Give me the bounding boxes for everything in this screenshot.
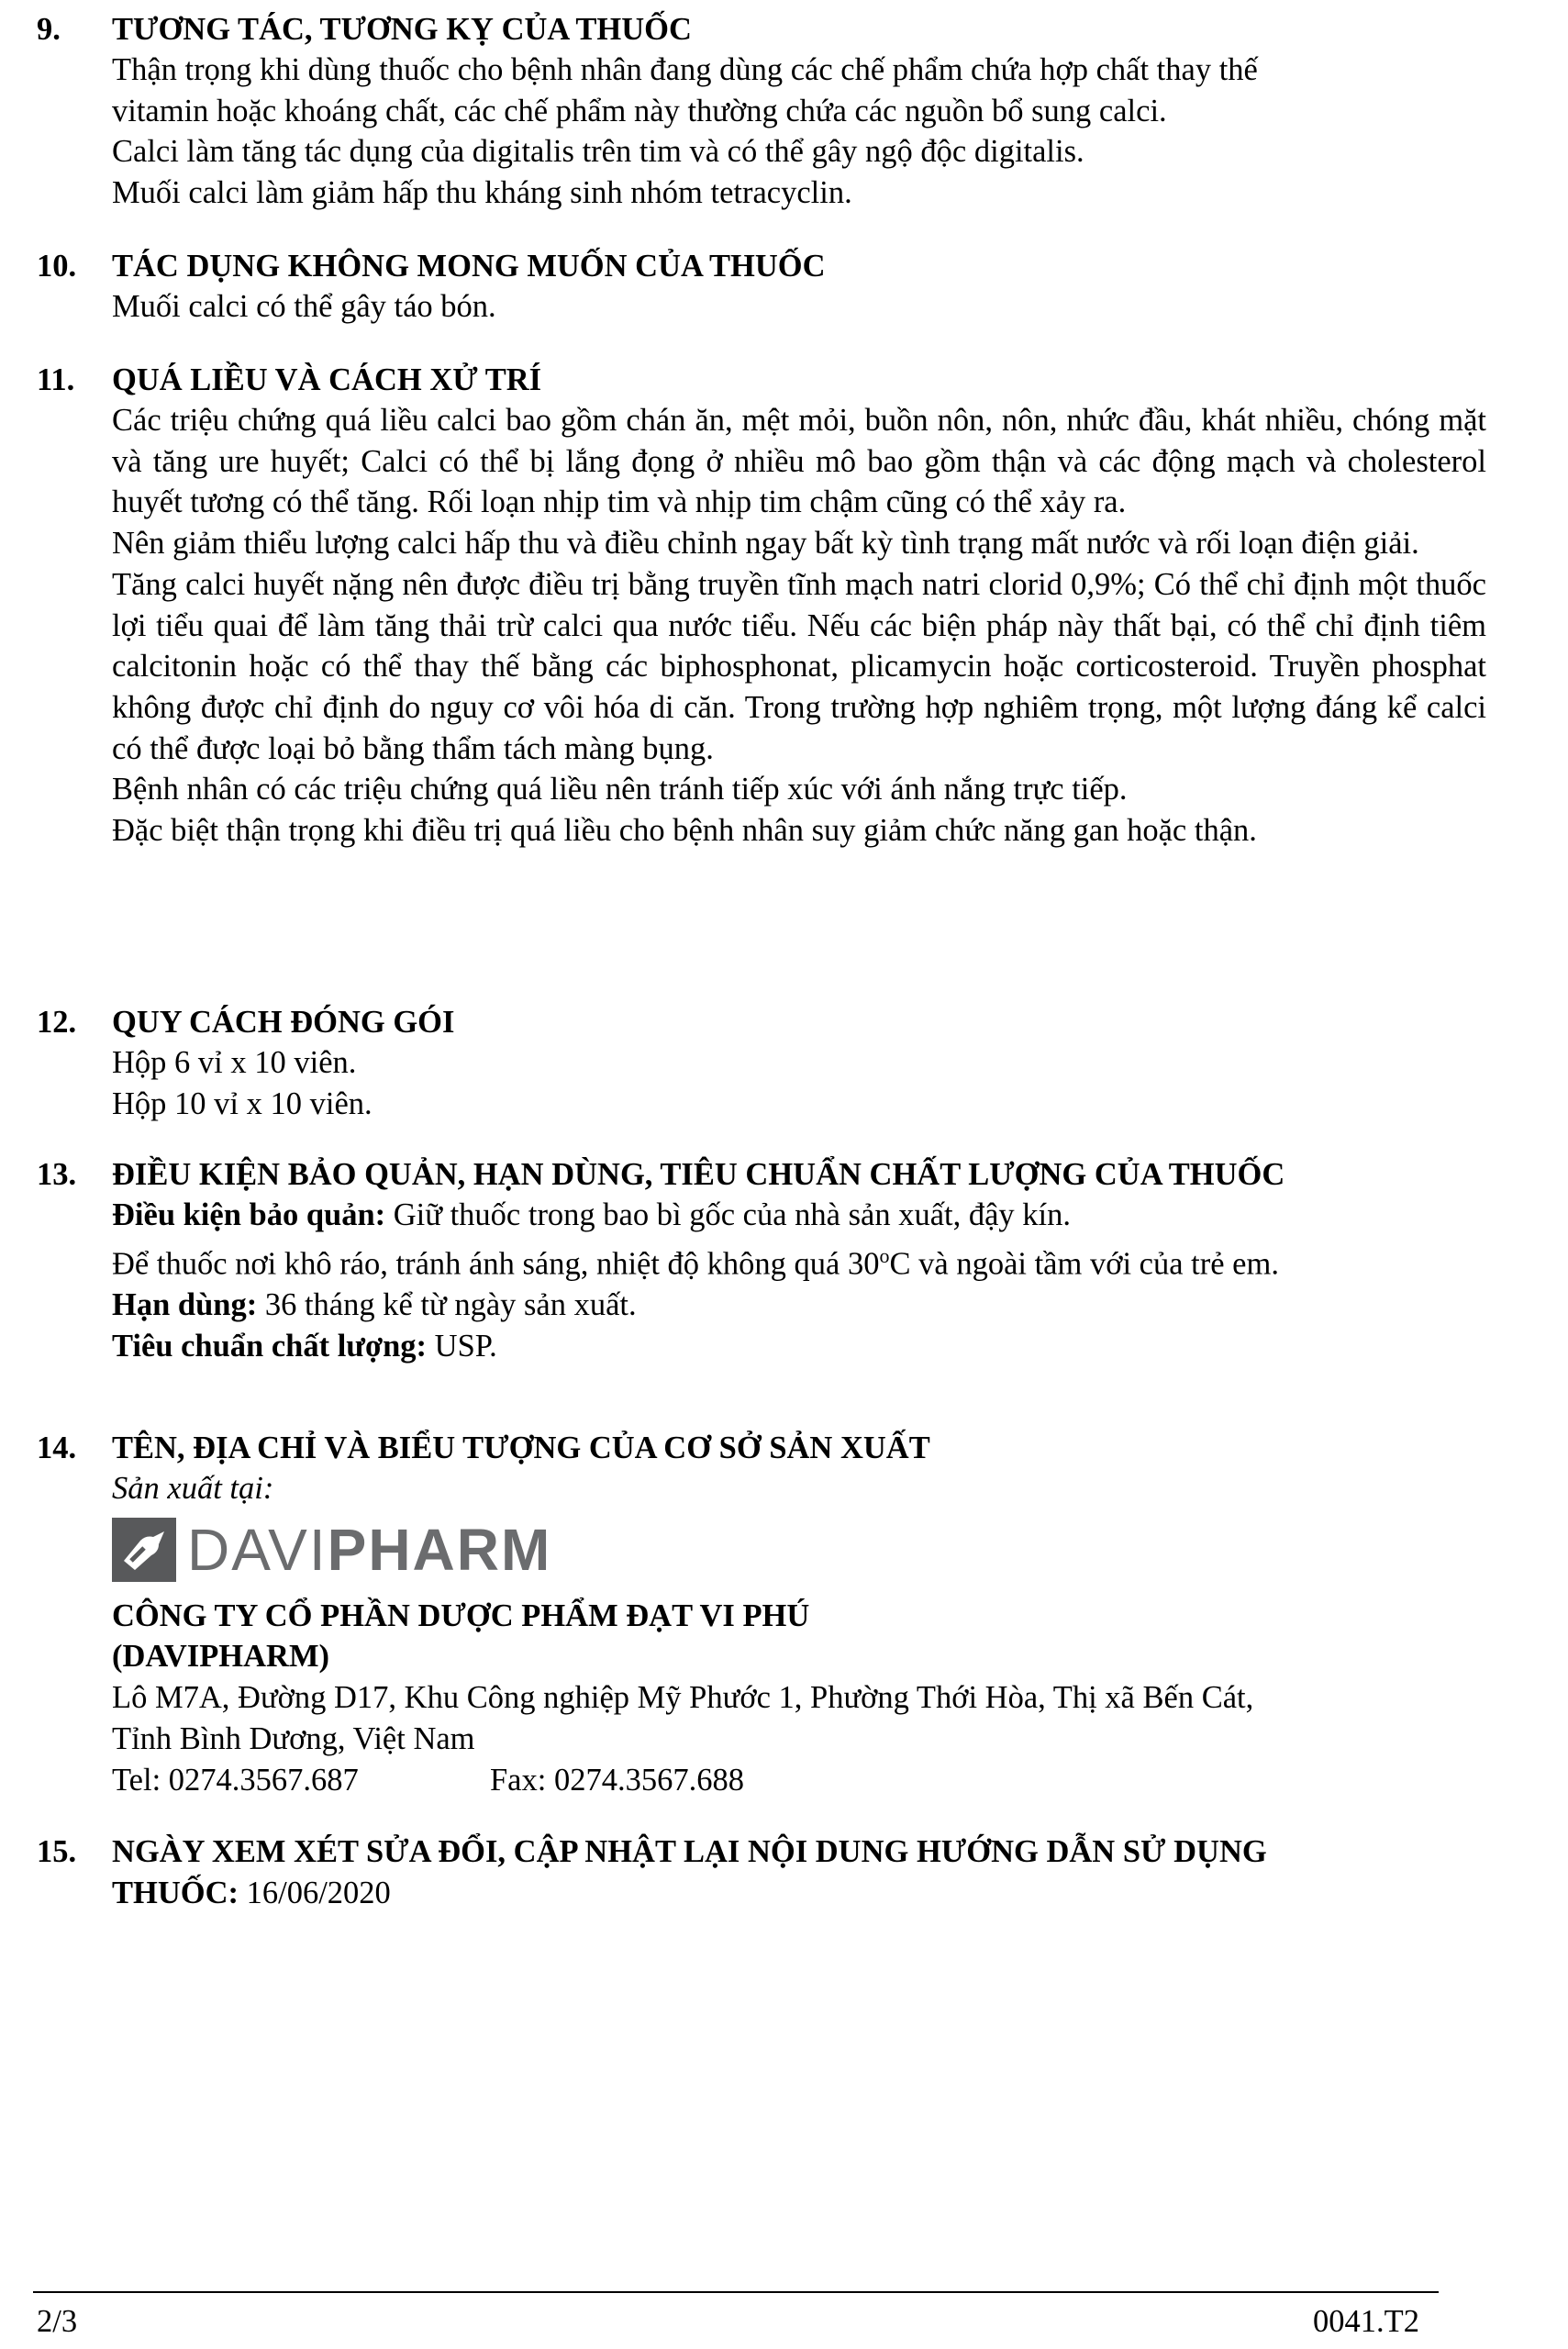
logo-text-davi: DAVI bbox=[187, 1516, 328, 1583]
contact-line bbox=[112, 1760, 1486, 1801]
section-14 bbox=[37, 1428, 1486, 1800]
made-at-label: Sản xuất tại: bbox=[112, 1471, 274, 1506]
storage-line bbox=[112, 1195, 1486, 1236]
section-number: 10. bbox=[37, 249, 77, 284]
expiry-text: 36 tháng kể từ ngày sản xuất. bbox=[257, 1286, 637, 1322]
text-line: Muối calci làm giảm hấp thu kháng sinh nhóm tetracyclin. bbox=[112, 175, 852, 211]
section-9 bbox=[37, 9, 1486, 214]
storage-line-2 bbox=[112, 1236, 1486, 1285]
quality-label: Tiêu chuẩn chất lượng: bbox=[112, 1328, 428, 1364]
page-number: 2/3 bbox=[37, 2304, 78, 2339]
section-heading: NGÀY XEM XÉT SỬA ĐỔI, CẬP NHẬT LẠI NỘI DUNG HƯỚNG DẪN SỬ DỤNG bbox=[112, 1834, 1267, 1869]
section-heading: QUÁ LIỀU VÀ CÁCH XỬ TRÍ bbox=[112, 362, 542, 397]
storage-label: Điều kiện bảo quản: bbox=[112, 1197, 386, 1232]
section-15 bbox=[37, 1831, 1486, 1913]
paragraph: Nên giảm thiểu lượng calci hấp thu và điều chỉnh ngay bất kỳ tình trạng mất nước và rối loạn điện giải. bbox=[112, 526, 1419, 562]
section-heading: TÁC DỤNG KHÔNG MONG MUỐN CỦA THUỐC bbox=[112, 249, 826, 284]
section-12 bbox=[37, 1002, 1486, 1124]
section-number: 15. bbox=[37, 1834, 77, 1869]
degree-sup: o bbox=[879, 1243, 890, 1267]
davipharm-logo-icon bbox=[112, 1518, 176, 1582]
storage-text: C và ngoài tầm với của trẻ em. bbox=[889, 1246, 1279, 1282]
document-code: 0041.T2 bbox=[1313, 2304, 1419, 2339]
section-13 bbox=[37, 1154, 1486, 1366]
section-heading: ĐIỀU KIỆN BẢO QUẢN, HẠN DÙNG, TIÊU CHUẨN CHẤT LƯỢNG CỦA THUỐC bbox=[112, 1157, 1285, 1192]
text-line: Calci làm tăng tác dụng của digitalis trên tim và có thể gây ngộ độc digitalis. bbox=[112, 134, 1084, 170]
davipharm-logo-text bbox=[187, 1518, 551, 1582]
text-line: Hộp 6 vỉ x 10 viên. bbox=[112, 1045, 357, 1080]
revision-date-line bbox=[112, 1873, 1486, 1914]
section-heading: TƯƠNG TÁC, TƯƠNG KỴ CỦA THUỐC bbox=[112, 12, 692, 47]
revision-date: 16/06/2020 bbox=[239, 1875, 391, 1910]
davipharm-logo bbox=[112, 1515, 1486, 1585]
text-line: Muối calci có thể gây táo bón. bbox=[112, 289, 496, 324]
quality-line bbox=[112, 1326, 1486, 1367]
paragraph: Các triệu chứng quá liều calci bao gồm chán ăn, mệt mỏi, buồn nôn, nôn, nhức đầu, khát nhiều, chóng mặt và tăng ure huyết; Calci có thể bị lắng đọng ở nhiều mô bao gồm thận và các động mạch và cholesterol huyết tương có thể tăng. Rối loạn nhịp tim và nhịp tim chậm cũng có thể xảy ra. bbox=[112, 403, 1486, 520]
tel-number: Tel: 0274.3567.687 bbox=[112, 1762, 359, 1798]
section-number: 12. bbox=[37, 1005, 77, 1040]
paragraph: Bệnh nhân có các triệu chứng quá liều nên tránh tiếp xúc với ánh nắng trực tiếp. bbox=[112, 772, 1128, 807]
address-line: Tỉnh Bình Dương, Việt Nam bbox=[112, 1720, 475, 1756]
address-line: Lô M7A, Đường D17, Khu Công nghiệp Mỹ Phước 1, Phường Thới Hòa, Thị xã Bến Cát, bbox=[112, 1680, 1254, 1716]
text-line: vitamin hoặc khoáng chất, các chế phẩm này thường chứa các nguồn bổ sung calci. bbox=[112, 93, 1167, 128]
footer-divider bbox=[33, 2291, 1439, 2293]
section-heading: QUY CÁCH ĐÓNG GÓI bbox=[112, 1005, 455, 1040]
section-number: 11. bbox=[37, 362, 75, 397]
quality-text: USP. bbox=[427, 1328, 497, 1364]
section-11 bbox=[37, 360, 1486, 852]
logo-text-pharm: PHARM bbox=[327, 1516, 552, 1583]
text-line: Hộp 10 vỉ x 10 viên. bbox=[112, 1085, 373, 1121]
section-number: 14. bbox=[37, 1431, 77, 1465]
storage-text: Để thuốc nơi khô ráo, tránh ánh sáng, nhiệt độ không quá 30 bbox=[112, 1246, 880, 1282]
storage-text: Giữ thuốc trong bao bì gốc của nhà sản xuất, đậy kín. bbox=[385, 1197, 1071, 1232]
fax-number: Fax: 0274.3567.688 bbox=[490, 1762, 744, 1798]
expiry-label: Hạn dùng: bbox=[112, 1286, 258, 1322]
section-number: 9. bbox=[37, 12, 61, 47]
company-short-name: (DAVIPHARM) bbox=[112, 1639, 330, 1675]
section-heading-end: THUỐC: bbox=[112, 1875, 239, 1910]
section-heading: TÊN, ĐỊA CHỈ VÀ BIỂU TƯỢNG CỦA CƠ SỞ SẢN XUẤT bbox=[112, 1431, 930, 1465]
text-line: Thận trọng khi dùng thuốc cho bệnh nhân đang dùng các chế phẩm chứa hợp chất thay thế bbox=[112, 52, 1258, 87]
section-number: 13. bbox=[37, 1157, 77, 1192]
paragraph: Tăng calci huyết nặng nên được điều trị bằng truyền tĩnh mạch natri clorid 0,9%; Có thể chỉ định một thuốc lợi tiểu quai để làm tăng thải trừ calci qua nước tiểu. Nếu các biện pháp này thất bại, có thể chỉ định tiêm calcitonin hoặc có thể thay thế bằng các biphosphonat, plicamycin hoặc corticosteroid. Truyền phosphat không được chỉ định do nguy cơ vôi hóa di căn. Trong trường hợp nghiêm trọng, một lượng đáng kể calci có thể được loại bỏ bằng thẩm tách màng bụng. bbox=[112, 566, 1486, 766]
company-name: CÔNG TY CỔ PHẦN DƯỢC PHẨM ĐẠT VI PHÚ bbox=[112, 1598, 810, 1633]
paragraph: Đặc biệt thận trọng khi điều trị quá liều cho bệnh nhân suy giảm chức năng gan hoặc thận. bbox=[112, 813, 1257, 849]
expiry-line bbox=[112, 1285, 1486, 1326]
section-10 bbox=[37, 246, 1486, 328]
